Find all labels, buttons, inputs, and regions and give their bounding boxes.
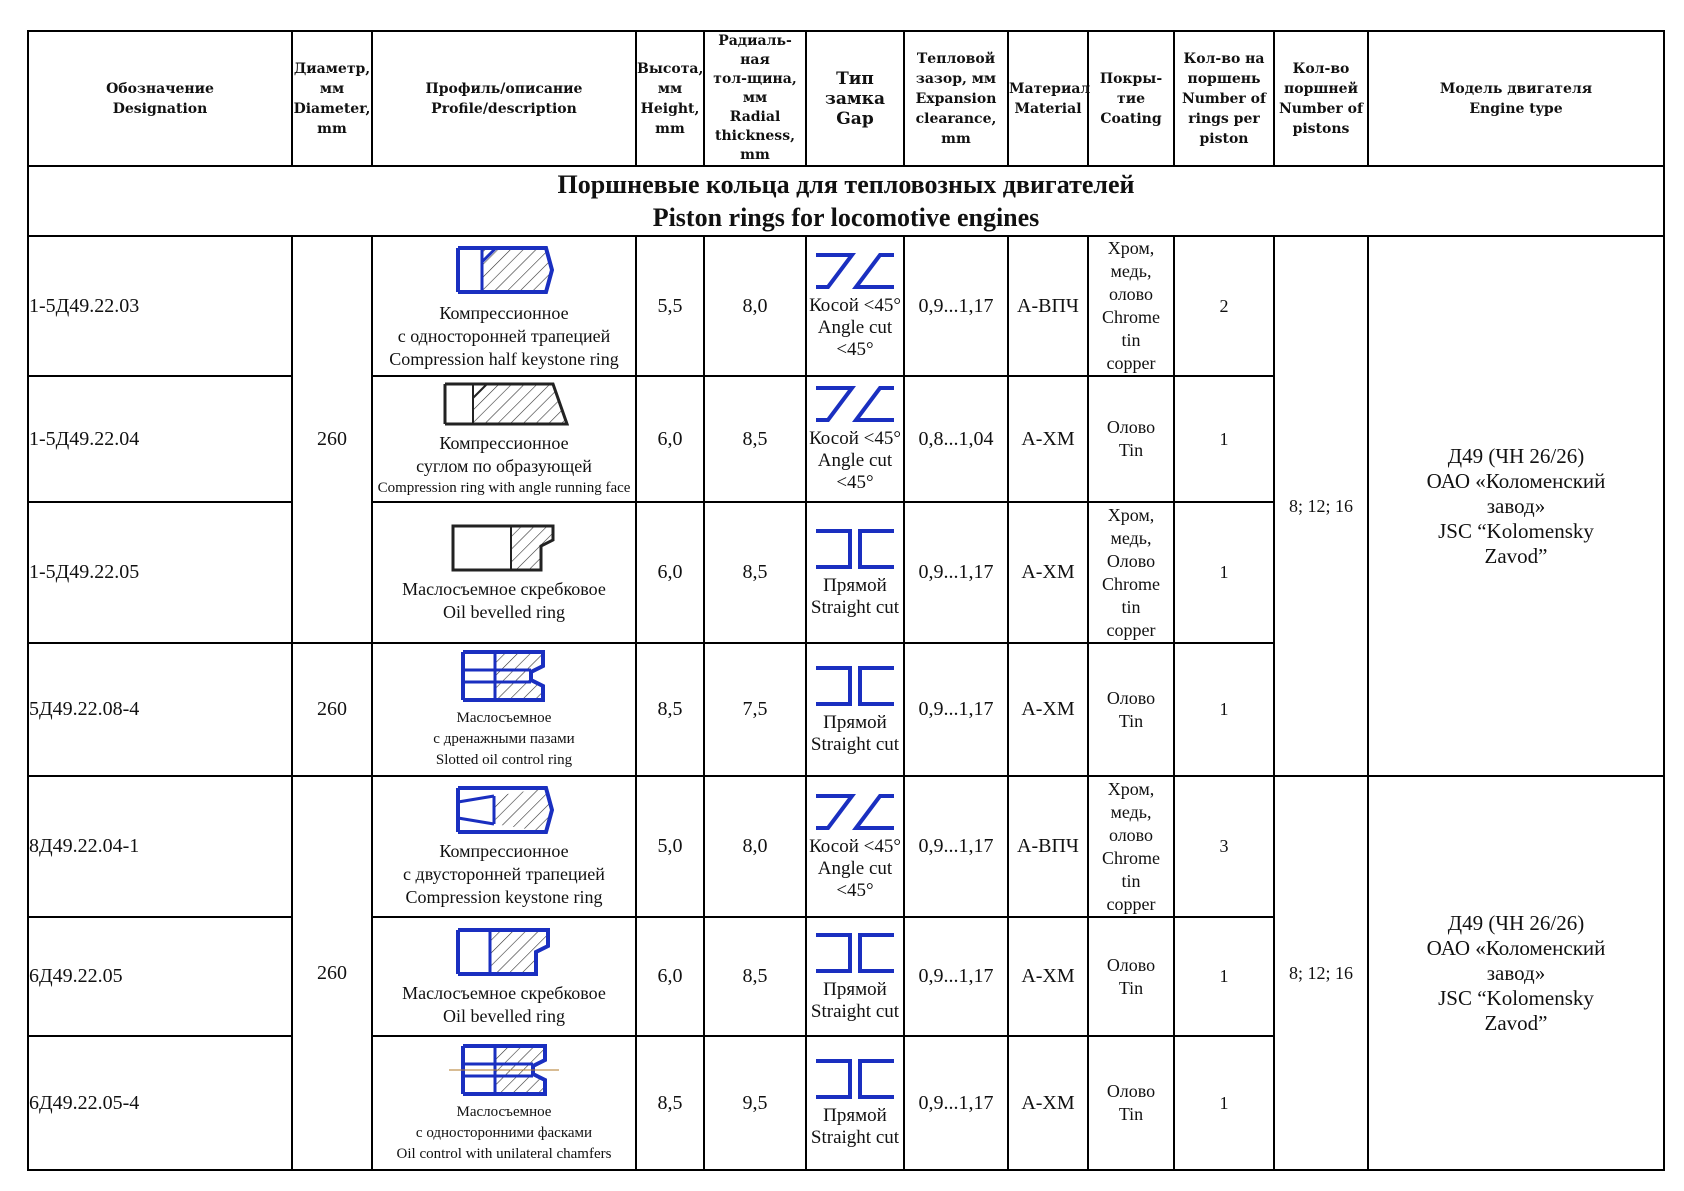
radial-cell: 8,5 <box>704 502 806 643</box>
table-row <box>28 236 1664 376</box>
height-cell: 5,0 <box>636 776 704 917</box>
rings-cell: 3 <box>1174 776 1274 917</box>
coating-cell: Хром, медь, Олово Chrome tin copper <box>1088 502 1174 643</box>
material-cell: А-ХМ <box>1008 502 1088 643</box>
header-height: Высота, мм Height, mm <box>636 31 704 166</box>
material-cell: А-ВПЧ <box>1008 776 1088 917</box>
header-row <box>28 31 1664 166</box>
designation-cell: 1-5Д49.22.03 <box>28 236 292 376</box>
pistons-cell: 8; 12; 16 <box>1274 776 1368 1170</box>
gap-cell: Косой <45° Angle cut <45° <box>806 376 904 502</box>
straight-cut-icon <box>814 664 896 708</box>
angle-cut-icon <box>814 792 896 832</box>
profile-cell: Маслосъемное скребковое Oil bevelled ring <box>372 502 636 643</box>
section-row <box>28 166 1664 236</box>
half-keystone-profile-icon <box>454 242 554 298</box>
radial-cell: 8,5 <box>704 917 806 1036</box>
rings-cell: 1 <box>1174 376 1274 502</box>
header-engine: Модель двигателя Engine type <box>1368 31 1664 166</box>
clearance-cell: 0,9...1,17 <box>904 917 1008 1036</box>
diameter-cell: 260 <box>292 776 372 1170</box>
header-gap: Тип замка Gap <box>806 31 904 166</box>
coating-cell: Олово Tin <box>1088 917 1174 1036</box>
profile-cell: Маслосъемное с односторонними фасками Oil control with unilateral chamfers <box>372 1036 636 1170</box>
radial-cell: 9,5 <box>704 1036 806 1170</box>
header-rings-per-piston: Кол-во на поршень Number of rings per piston <box>1174 31 1274 166</box>
material-cell: А-ХМ <box>1008 643 1088 776</box>
radial-cell: 7,5 <box>704 643 806 776</box>
height-cell: 6,0 <box>636 917 704 1036</box>
designation-cell: 5Д49.22.08-4 <box>28 643 292 776</box>
material-cell: А-ХМ <box>1008 376 1088 502</box>
angle-face-profile-icon <box>439 380 569 428</box>
diameter-cell: 260 <box>292 236 372 643</box>
slotted-profile-icon <box>459 648 549 704</box>
clearance-cell: 0,9...1,17 <box>904 502 1008 643</box>
header-clearance: Тепловой зазор, мм Expansion clearance, mm <box>904 31 1008 166</box>
rings-cell: 1 <box>1174 1036 1274 1170</box>
section-title: Поршневые кольца для тепловозных двигателей Piston rings for locomotive engines <box>28 166 1664 236</box>
engine-cell: Д49 (ЧН 26/26) ОАО «Коломенский завод» JSC “Kolomensky Zavod” <box>1368 776 1664 1170</box>
rings-cell: 2 <box>1174 236 1274 376</box>
gap-cell: Косой <45° Angle cut <45° <box>806 776 904 917</box>
radial-cell: 8,0 <box>704 236 806 376</box>
radial-cell: 8,5 <box>704 376 806 502</box>
bevelled-profile-icon <box>454 926 554 978</box>
gap-cell: Прямой Straight cut <box>806 1036 904 1170</box>
keystone-profile-icon <box>454 784 554 836</box>
angle-cut-icon <box>814 251 896 291</box>
profile-cell: Маслосъемное скребковое Oil bevelled ring <box>372 917 636 1036</box>
designation-cell: 6Д49.22.05-4 <box>28 1036 292 1170</box>
header-material: Материал Material <box>1008 31 1088 166</box>
profile-cell: Компрессионное с двусторонней трапецией Compression keystone ring <box>372 776 636 917</box>
straight-cut-icon <box>814 931 896 975</box>
profile-cell: Компрессионное суглом по образующей Compression ring with angle running face <box>372 376 636 502</box>
clearance-cell: 0,8...1,04 <box>904 376 1008 502</box>
pistons-cell: 8; 12; 16 <box>1274 236 1368 776</box>
header-coating: Покры- тие Coating <box>1088 31 1174 166</box>
straight-cut-icon <box>814 527 896 571</box>
header-radial-thickness: Радиаль-ная тол-щина, мм Radial thickness, mm <box>704 31 806 166</box>
header-profile: Профиль/описание Profile/description <box>372 31 636 166</box>
material-cell: А-ХМ <box>1008 917 1088 1036</box>
header-designation: Обозначение Designation <box>28 31 292 166</box>
coating-cell: Хром, медь, олово Chrome tin copper <box>1088 776 1174 917</box>
diameter-cell: 260 <box>292 643 372 776</box>
straight-cut-icon <box>814 1057 896 1101</box>
gap-cell: Прямой Straight cut <box>806 643 904 776</box>
material-cell: А-ВПЧ <box>1008 236 1088 376</box>
profile-cell: Маслосъемное с дренажными пазами Slotted oil control ring <box>372 643 636 776</box>
piston-ring-spec-table <box>27 30 1665 1171</box>
height-cell: 5,5 <box>636 236 704 376</box>
coating-cell: Олово Tin <box>1088 1036 1174 1170</box>
profile-cell: Компрессионное с односторонней трапецией Compression half keystone ring <box>372 236 636 376</box>
gap-cell: Косой <45° Angle cut <45° <box>806 236 904 376</box>
gap-cell: Прямой Straight cut <box>806 917 904 1036</box>
height-cell: 6,0 <box>636 376 704 502</box>
designation-cell: 1-5Д49.22.04 <box>28 376 292 502</box>
bevelled-profile-icon <box>449 522 559 574</box>
table-row <box>28 776 1664 917</box>
radial-cell: 8,0 <box>704 776 806 917</box>
coating-cell: Хром, медь, олово Chrome tin copper <box>1088 236 1174 376</box>
material-cell: А-ХМ <box>1008 1036 1088 1170</box>
coating-cell: Олово Tin <box>1088 376 1174 502</box>
angle-cut-icon <box>814 384 896 424</box>
clearance-cell: 0,9...1,17 <box>904 1036 1008 1170</box>
header-pistons: Кол-во поршней Number of pistons <box>1274 31 1368 166</box>
chamfer-profile-icon <box>449 1042 559 1098</box>
clearance-cell: 0,9...1,17 <box>904 236 1008 376</box>
designation-cell: 1-5Д49.22.05 <box>28 502 292 643</box>
rings-cell: 1 <box>1174 917 1274 1036</box>
height-cell: 6,0 <box>636 502 704 643</box>
designation-cell: 8Д49.22.04-1 <box>28 776 292 917</box>
designation-cell: 6Д49.22.05 <box>28 917 292 1036</box>
height-cell: 8,5 <box>636 643 704 776</box>
engine-cell: Д49 (ЧН 26/26) ОАО «Коломенский завод» JSC “Kolomensky Zavod” <box>1368 236 1664 776</box>
height-cell: 8,5 <box>636 1036 704 1170</box>
coating-cell: Олово Tin <box>1088 643 1174 776</box>
rings-cell: 1 <box>1174 643 1274 776</box>
rings-cell: 1 <box>1174 502 1274 643</box>
gap-cell: Прямой Straight cut <box>806 502 904 643</box>
clearance-cell: 0,9...1,17 <box>904 643 1008 776</box>
clearance-cell: 0,9...1,17 <box>904 776 1008 917</box>
header-diameter: Диаметр, мм Diameter, mm <box>292 31 372 166</box>
